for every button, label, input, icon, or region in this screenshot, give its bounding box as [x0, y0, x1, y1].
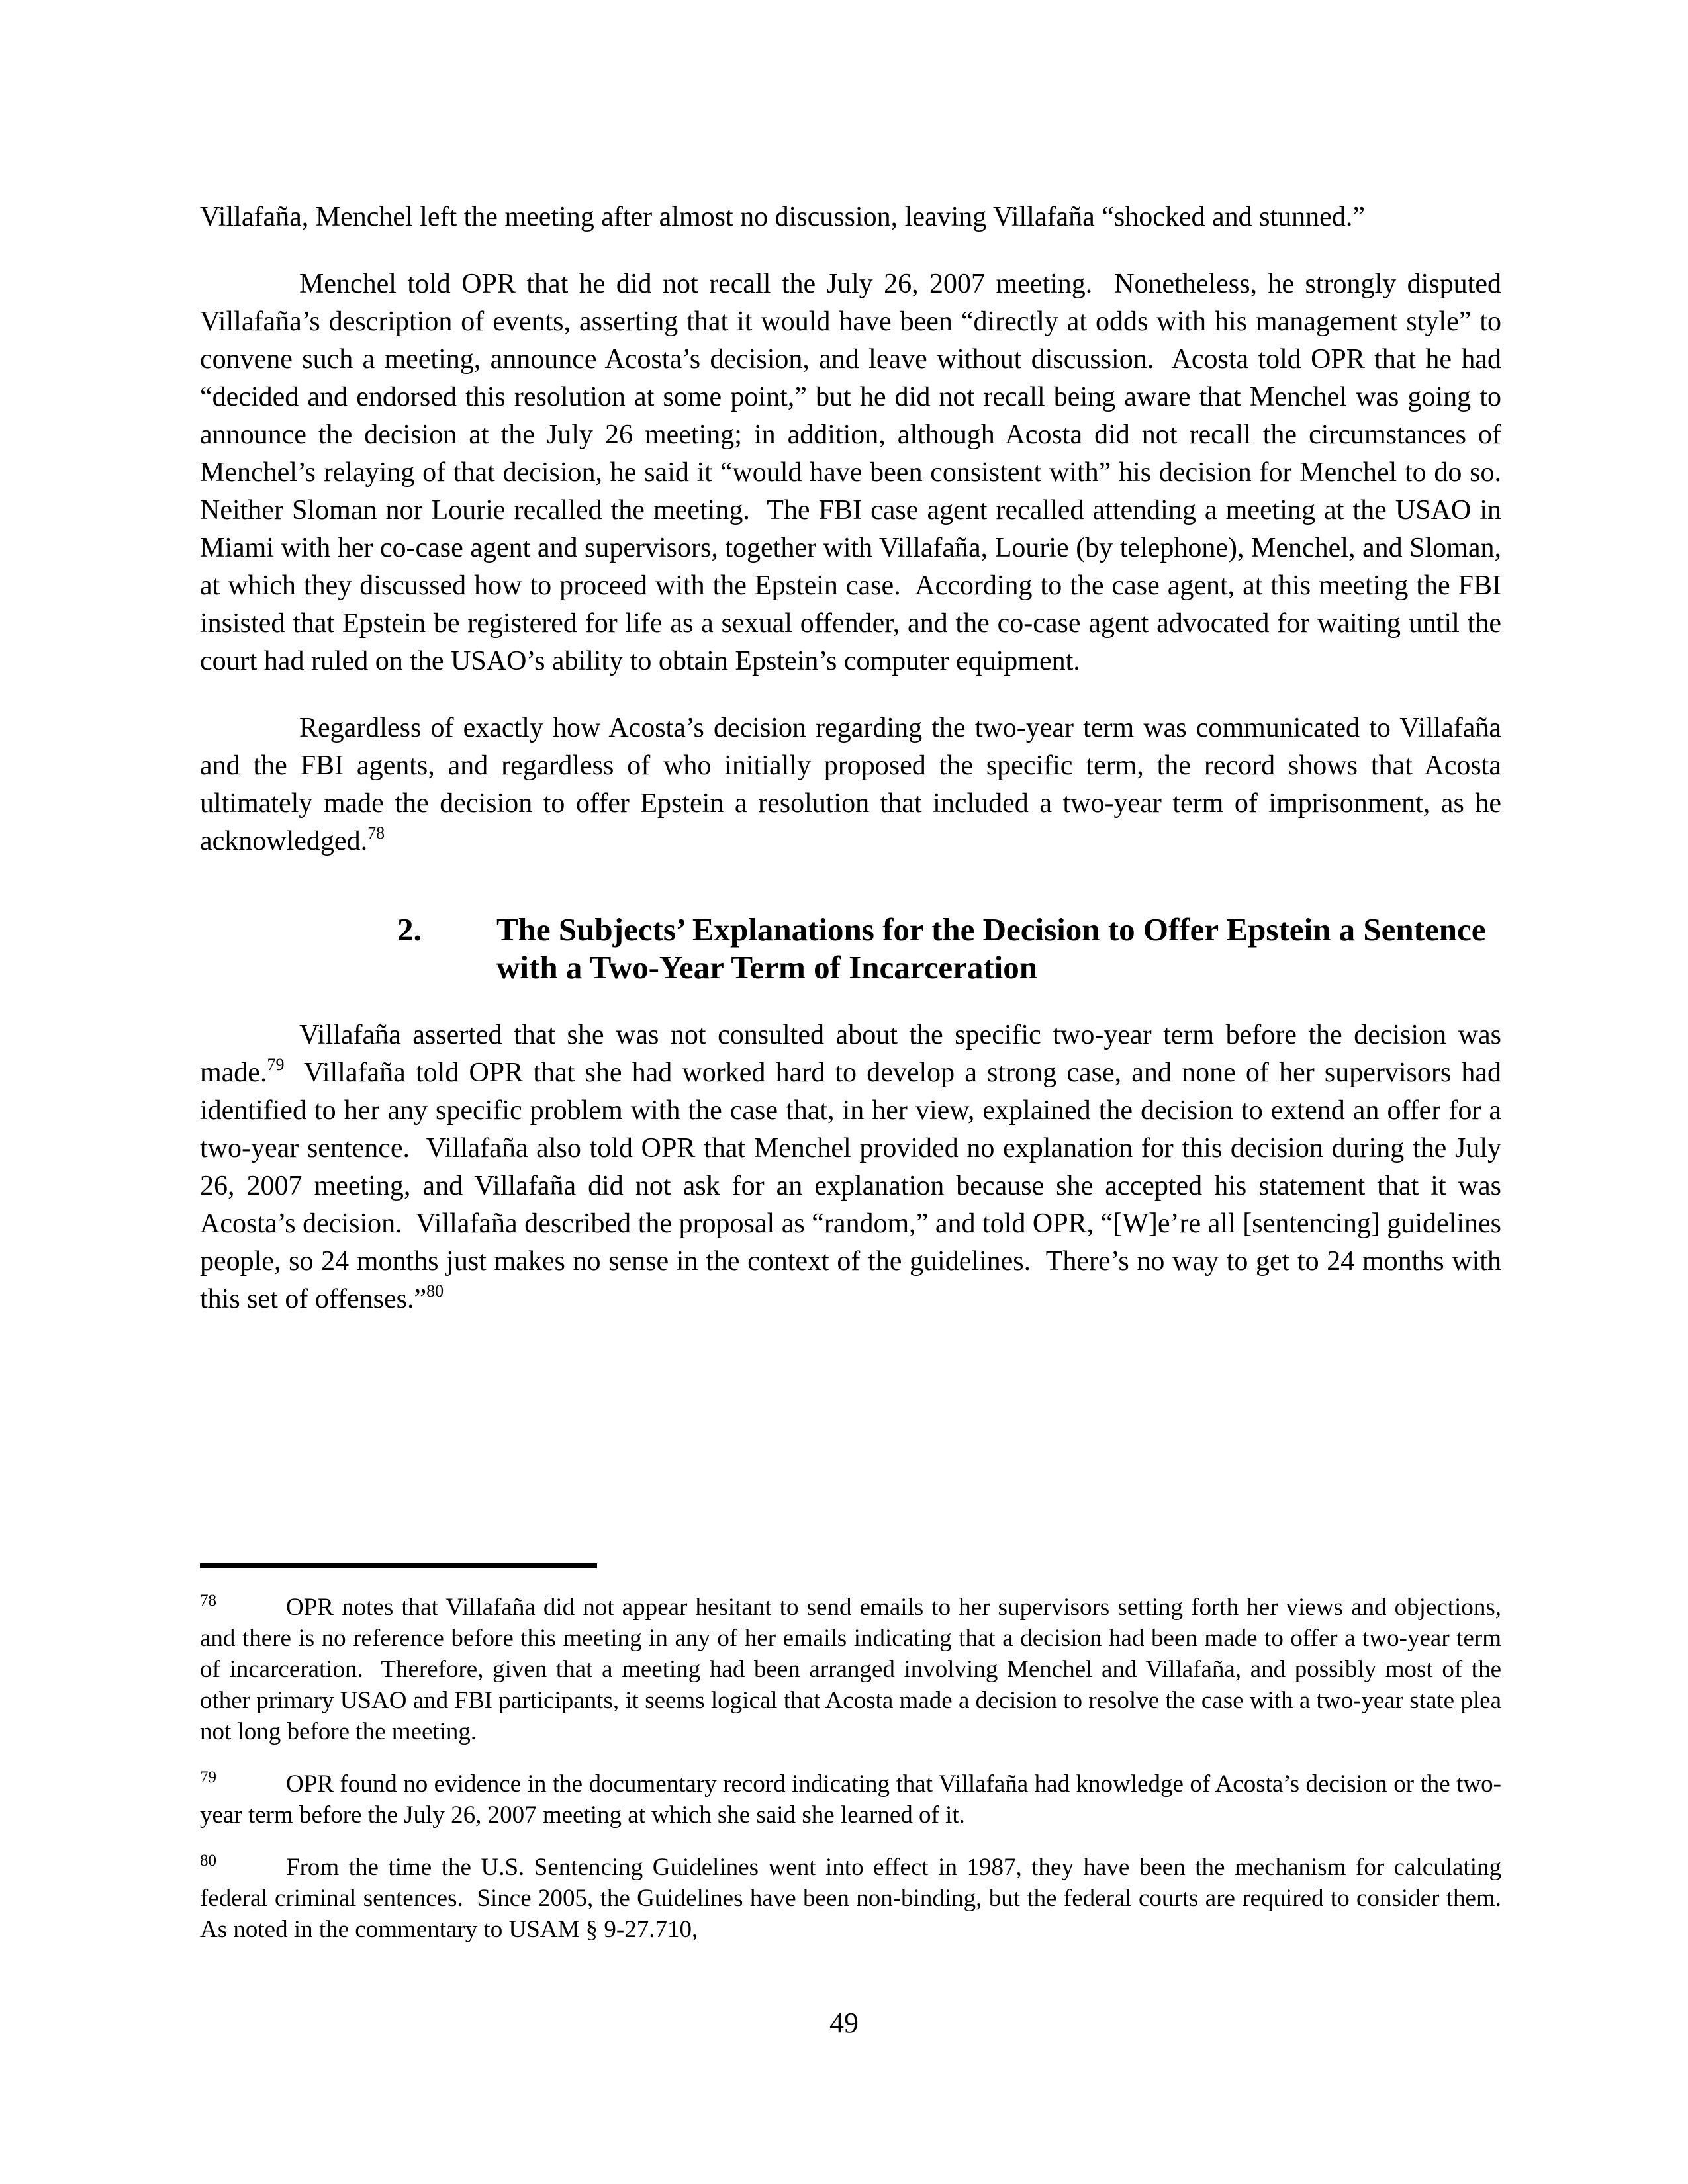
footnote-ref-78: 78	[367, 823, 385, 842]
footnote-tab	[216, 1874, 286, 1875]
heading-line-1: The Subjects’ Explanations for the Decision to Offer Epstein a Sentence	[496, 911, 1486, 948]
paragraph-continuation: Villafaña, Menchel left the meeting after almost no discussion, leaving Villafaña “shocked and stunned.”	[200, 202, 1365, 232]
paragraph	[200, 1017, 1509, 1318]
paragraph-text: Villafaña asserted that she was not consulted about the specific two-year term before the decision was made.	[200, 1020, 1509, 1088]
paragraph	[200, 709, 1509, 860]
footnote	[200, 1768, 1501, 1831]
page-body	[200, 0, 1515, 1347]
section-heading	[397, 911, 1501, 986]
heading-number: 2.	[397, 911, 422, 948]
heading-text	[496, 911, 1501, 986]
paragraph-text: Villafaña told OPR that she had worked hard to develop a strong case, and none of her supervisors had identified to her any specific problem with the case that, in her view, explained the decision to extend an offer for a two-year sentence. Villafaña also told OPR that Menchel provided no explanation for this decision during the July 26, 2007 meeting, and Villafaña did not ask for an explanation because she accepted his statement that it was Acosta’s decision. Villafaña described the proposal as “random,” and told OPR, “[W]e’re all [sentencing] guidelines people, so 24 months just makes no sense in the context of the guidelines. There’s no way to get to 24 months with this set of offenses.”	[200, 1058, 1509, 1314]
footnote-tab	[216, 1614, 286, 1615]
heading-line-2: with a Two-Year Term of Incarceration	[496, 949, 1038, 985]
footnote-number: 80	[200, 1852, 216, 1870]
footnote	[200, 1852, 1514, 1945]
footnote-number: 79	[200, 1768, 216, 1786]
footnote-number: 78	[200, 1592, 216, 1610]
page-number: 49	[829, 2007, 859, 2039]
footnotes-section	[200, 1563, 1514, 1966]
footnote	[200, 1592, 1508, 1747]
paragraph-text: Regardless of exactly how Acosta’s decision regarding the two-year term was communicated to Villafaña and the FBI agents, and regardless of who initially proposed the specific term, the record shows that Acosta ultimately made the decision to offer Epstein a resolution that included a two-year term of imprisonment, as he acknowledged.	[200, 713, 1509, 856]
paragraph: Menchel told OPR that he did not recall the July 26, 2007 meeting. Nonetheless, he strongly disputed Villafaña’s description of events, asserting that it would have been “directly at odds with his management style” to convene such a meeting, announce Acosta’s decision, and leave without discussion. Acosta told OPR that he had “decided and endorsed this resolution at some point,” but he did not recall being aware that Menchel was going to announce the decision at the July 26 meeting; in addition, although Acosta did not recall the circumstances of Menchel’s relaying of that decision, he said it “would have been consistent with” his decision for Menchel to do so. Neither Sloman nor Lourie recalled the meeting. The FBI case agent recalled attending a meeting at the USAO in Miami with her co-case agent and supervisors, together with Villafaña, Lourie (by telephone), Menchel, and Sloman, at which they discussed how to proceed with the Epstein case. According to the case agent, at this meeting the FBI insisted that Epstein be registered for life as a sexual offender, and the co-case agent advocated for waiting until the court had ruled on the USAO’s ability to obtain Epstein’s computer equipment.	[200, 269, 1515, 676]
footnote-separator	[200, 1563, 597, 1568]
footnote-text: From the time the U.S. Sentencing Guidelines went into effect in 1987, they have been the mechanism for calculating federal criminal sentences. Since 2005, the Guidelines have been non-binding, but the federal courts are required to consider them. As noted in the commentary to USAM § 9-27.710,	[200, 1854, 1514, 1943]
footnote-text: OPR found no evidence in the documentary record indicating that Villafaña had knowledge of Acosta’s decision or the two-year term before the July 26, 2007 meeting at which she said she learned of it.	[200, 1770, 1501, 1829]
footnote-text: OPR notes that Villafaña did not appear hesitant to send emails to her supervisors setting forth her views and objections, and there is no reference before this meeting in any of her emails indicating that a decision had been made to offer a two-year term of incarceration. Therefore, given that a meeting had been arranged involving Menchel and Villafaña, and possibly most of the other primary USAO and FBI participants, it seems logical that Acosta made a decision to resolve the case with a two-year state plea not long before the meeting.	[200, 1594, 1508, 1745]
footnote-ref-80: 80	[426, 1281, 444, 1300]
footnote-tab	[216, 1791, 286, 1792]
footnote-ref-79: 79	[267, 1055, 285, 1074]
